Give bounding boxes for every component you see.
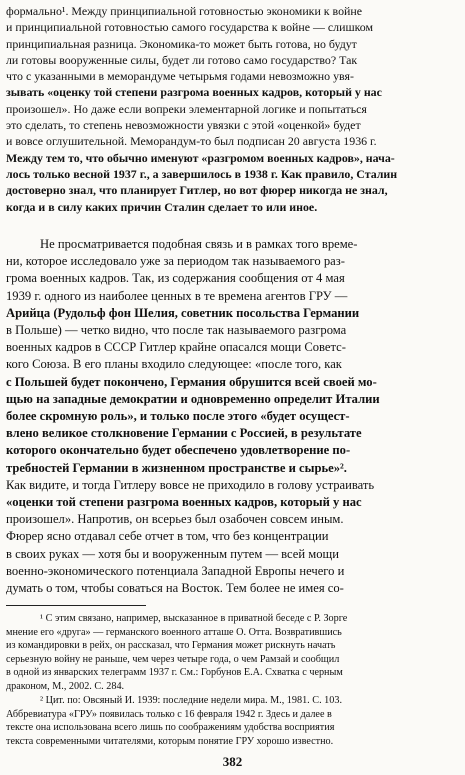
text-line: которого окончательно будет обеспечено удовлетворение по- [6,443,351,458]
footnote-line: драконом, М., 2002. С. 284. [6,680,125,692]
text-line: произошел». Но даже если вопреки элементарной логике и попытаться [6,101,367,116]
footnote-line: тексте она использована всего лишь по соображениям удобства восприятия [6,722,335,734]
text-line: зывать «оценку той степени разгрома военных кадров, который у нас [6,85,382,100]
text-line: в Польше) — четко видно, что после так называемого разгрома [6,323,347,338]
text-line: произошел». Напротив, он всерьез был озабочен совсем иным. [6,512,344,527]
footnote-line: Аббревиатура «ГРУ» появилась только с 16 февраля 1942 г. Здесь и далее в [6,708,332,720]
text-line: и вовсе оглушительной. Меморандум-то был подписан 20 августа 1936 г. [6,134,377,149]
text-line: Между тем то, что обычно именуют «разгромом военных кадров», нача- [6,150,395,165]
text-line: ли готовы вооруженные силы, будет ли готово само государство? Так [6,52,358,67]
text-line: и принципиальной готовностью самого государства к войне — слишком [6,20,374,35]
footnote-1 [6,612,457,694]
text-line: влено великое столкновение Германии с Россией, в результате [6,426,362,441]
footnote-line: мнение его «друга» — германского военного атташе О. Отта. Возвратившись [6,626,342,638]
main-paragraph [6,236,457,597]
text-line: в своих руках — хотя бы и вооруженным путем — всей мощи [6,546,339,561]
text-line: военных кадров в СССР Гитлер крайне опасался мощи Советс- [6,340,346,355]
text-line: кого Союза. В его планы входило следующее: «после того, как [6,357,342,372]
text-line: что с указанными в меморандуме четырьмя годами невозможно увя- [6,69,354,84]
text-line: думать о том, чтобы соваться на Восток. Тем более не имея со- [6,581,344,596]
footnote-line: текста современными читателями, которым понятие ГРУ хорошо известно. [6,735,334,747]
text-line: щью на западные демократии и одновременно определит Италии [6,391,380,406]
text-line: принципиальная разница. Экономика-то может быть готова, но будут [6,36,357,51]
text-line: Фюрер ясно отдавал себе отчет в том, что без концентрации [6,529,329,544]
intro-paragraph [6,3,457,215]
text-line: Арийца (Рудольф фон Шелия, советник посольства Германии [6,305,360,320]
text-line: 1939 г. одного из наиболее ценных в те времена агентов ГРУ — [6,288,348,303]
text-line: когда и в силу каких причин Сталин сделает то или иное. [6,199,318,214]
footnote-line: из командировки в рейх, он рассказал, что Германия может рискнуть начать [6,640,336,652]
footnote-line: ² Цит. по: Овсяный И. 1939: последние недели мира. М., 1981. С. 103. [40,695,342,706]
text-line: ни, которое исследовало уже за периодом так называемого раз- [6,254,345,269]
text-line: требностей Германии в жизненном пространстве и сырье»². [6,460,347,475]
page-number: 382 [222,754,243,769]
text-line: это сделать, то степень невозможности увязки с этой «оценкой» будет [6,118,361,133]
text-line: с Польшей будет покончено, Германия обрушится всей своей мо- [6,374,377,389]
text-line: «оценки той степени разгрома военных кадров, который у нас [6,495,362,510]
text-line: лось только весной 1937 г., а завершилось в 1938 г. Как правило, Сталин [6,166,398,181]
text-line: военно-экономического потенциала Западной Европы нечего и [6,563,345,578]
text-line: Как видите, и тогда Гитлеру вовсе не приходило в голову устраивать [6,477,375,492]
footnote-line: ¹ С этим связано, например, высказанное в приватной беседе с Р. Зорге [40,613,348,624]
text-line: более скромную роль», и только после этого «будет осущест- [6,409,350,424]
footnote-2 [6,694,457,748]
footnote-divider [6,605,146,606]
text-line: грома военных кадров. Так, из содержания сообщения от 4 мая [6,271,345,286]
text-line: Не просматривается подобная связь и в рамках того време- [40,237,358,251]
footnote-line: серьезную войну не раньше, чем через четыре года, о чем Рамзай и сообщил [6,653,340,665]
footnote-line: в одной из январских телеграмм 1937 г. См.: Горбунов Е.А. Схватка с черным [6,667,343,679]
text-line: достоверно знал, что планирует Гитлер, но вот фюрер никогда не знал, [6,183,388,198]
text-line: формально¹. Между принципиальной готовностью экономики к войне [6,4,363,18]
